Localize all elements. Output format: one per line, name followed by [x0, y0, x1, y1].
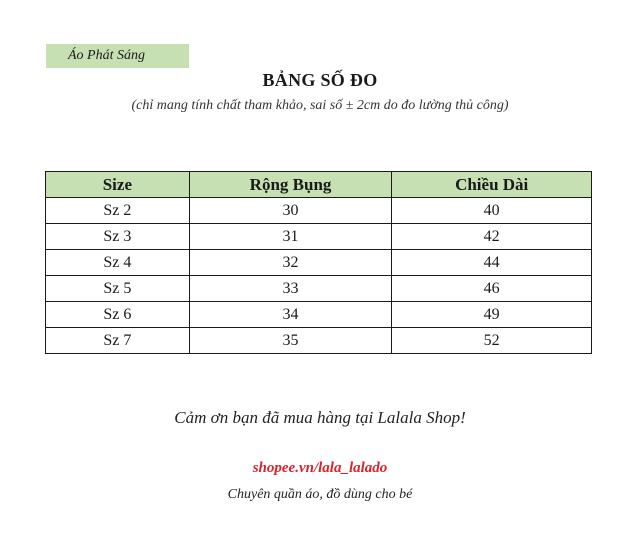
cell-size: Sz 6 [46, 302, 190, 328]
cell-length: 40 [392, 198, 592, 224]
header-size: Size [46, 172, 190, 198]
header-length: Chiều Dài [392, 172, 592, 198]
page-title: BẢNG SỐ ĐO [262, 70, 378, 90]
size-chart-table [45, 171, 592, 354]
cell-size: Sz 4 [46, 250, 190, 276]
cell-length: 46 [392, 276, 592, 302]
cell-length: 44 [392, 250, 592, 276]
table-row [46, 224, 592, 250]
table-row [46, 276, 592, 302]
cell-waist-width: 35 [189, 328, 392, 354]
header-waist-width: Rộng Bụng [189, 172, 392, 198]
cell-waist-width: 33 [189, 276, 392, 302]
cell-size: Sz 2 [46, 198, 190, 224]
cell-waist-width: 32 [189, 250, 392, 276]
table-row [46, 302, 592, 328]
table-row [46, 328, 592, 354]
cell-length: 42 [392, 224, 592, 250]
shop-link: shopee.vn/lala_lalado [252, 460, 388, 476]
table-row [46, 250, 592, 276]
cell-length: 49 [392, 302, 592, 328]
cell-waist-width: 31 [189, 224, 392, 250]
cell-waist-width: 30 [189, 198, 392, 224]
cell-size: Sz 3 [46, 224, 190, 250]
table-row [46, 198, 592, 224]
page-subtitle: (chỉ mang tính chất tham khảo, sai số ± 2cm do đo lường thủ công) [131, 98, 509, 113]
cell-size: Sz 7 [46, 328, 190, 354]
thank-you-message: Cảm ơn bạn đã mua hàng tại Lalala Shop! [174, 408, 466, 427]
table-header-row [46, 172, 592, 198]
cell-length: 52 [392, 328, 592, 354]
cell-waist-width: 34 [189, 302, 392, 328]
cell-size: Sz 5 [46, 276, 190, 302]
product-tag: Áo Phát Sáng [46, 44, 189, 68]
shop-tagline: Chuyên quần áo, đồ dùng cho bé [227, 487, 413, 502]
